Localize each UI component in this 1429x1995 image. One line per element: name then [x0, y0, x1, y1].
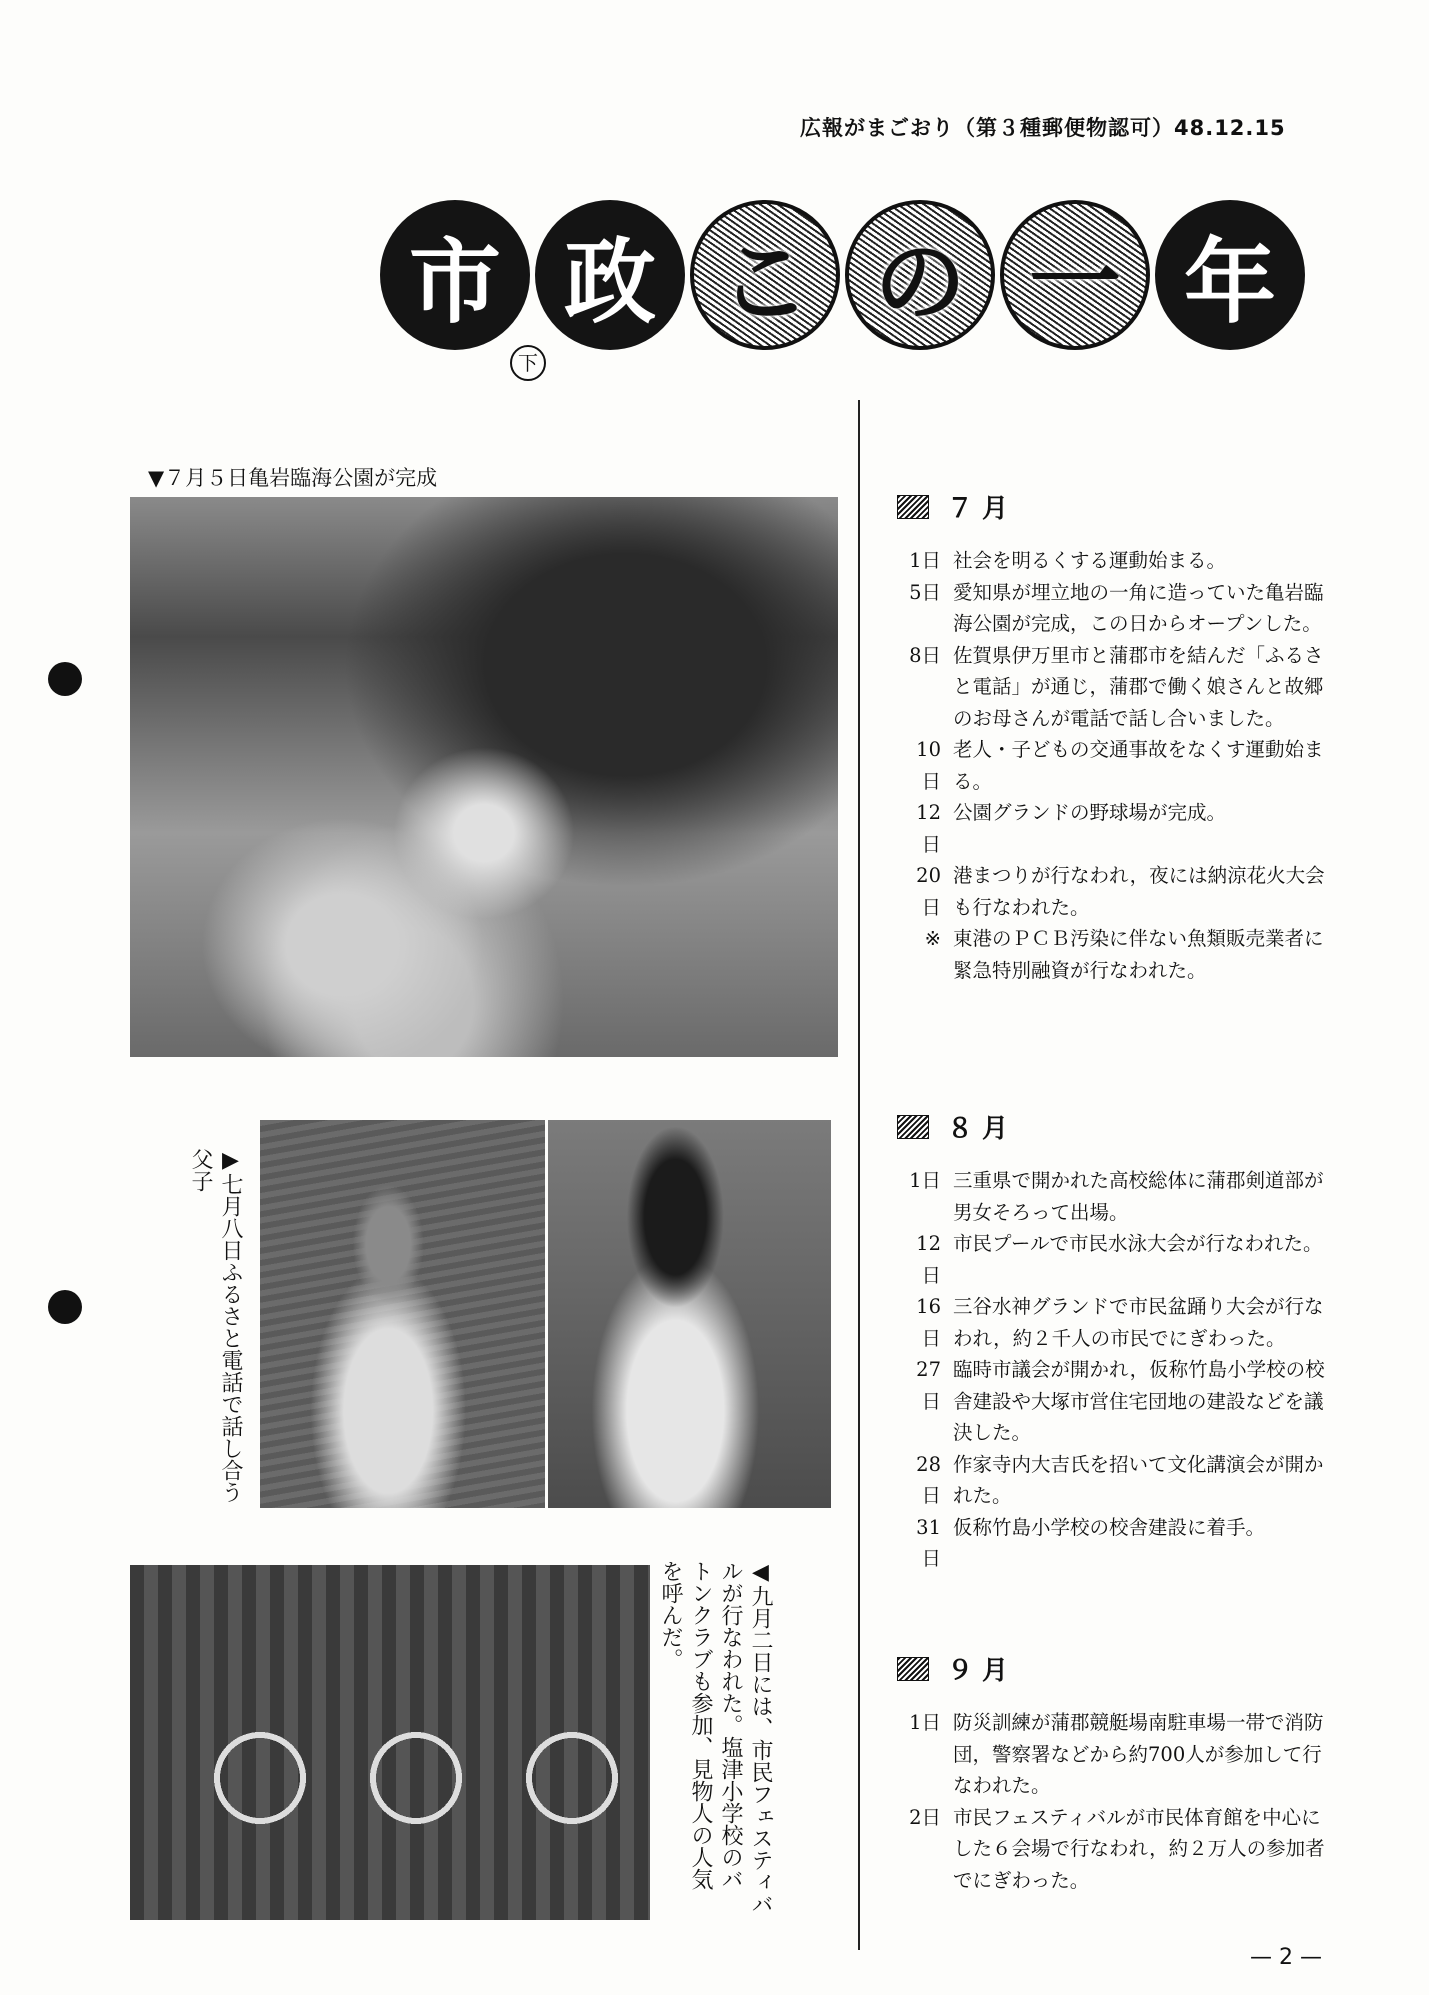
event-item: 28日 作家寺内大吉氏を招いて文化講演会が開かれた。	[916, 1452, 1324, 1507]
title-banner	[380, 200, 1330, 350]
event-item: 27日 臨時市議会が開かれ，仮称竹島小学校の校舎建設や大塚市営住宅団地の建設などを議決した。	[916, 1358, 1325, 1444]
festival-photo	[130, 1565, 650, 1920]
title-char-2: 政	[535, 200, 685, 350]
month-heading-august	[897, 1108, 1008, 1145]
july-events	[897, 545, 1337, 986]
punch-hole-top	[48, 662, 82, 696]
title-char-5: 一	[1000, 200, 1150, 350]
august-events	[897, 1165, 1337, 1575]
title-char-6: 年	[1155, 200, 1305, 350]
title-char-4: の	[845, 200, 995, 350]
month-heading-july	[897, 488, 1008, 525]
event-item: 1日 防災訓練が蒲郡競艇場南駐車場一帯で消防団，警察署などから約700人が参加して行なわれた。	[909, 1711, 1324, 1797]
event-item: 12日 公園グランドの野球場が完成。	[916, 801, 1227, 856]
park-photo-caption: ▼７月５日亀岩臨海公園が完成	[148, 466, 438, 490]
title-char-1: 市	[380, 200, 530, 350]
father-phone-photo	[260, 1120, 545, 1508]
hatched-marker-icon	[897, 1115, 929, 1139]
page-number: — 2 —	[1250, 1945, 1322, 1970]
september-events	[897, 1707, 1337, 1896]
event-item: 10日 老人・子どもの交通事故をなくす運動始まる。	[916, 738, 1324, 793]
event-item: 16日 三谷水神グランドで市民盆踊り大会が行なわれ，約２千人の市民でにぎわった。	[916, 1295, 1324, 1350]
phone-photo-caption: ▶七月八日ふるさと電話で話し合う 父子	[188, 1148, 243, 1503]
hatched-marker-icon	[897, 495, 929, 519]
month-label: ７ 月	[947, 494, 1009, 524]
park-completion-photo	[130, 497, 838, 1057]
daughter-phone-photo	[548, 1120, 831, 1508]
event-item: ※ 東港のＰＣＢ汚染に伴ない魚類販売業者に緊急特別融資が行なわれた。	[924, 927, 1324, 982]
event-item: 1日 社会を明るくする運動始まる。	[909, 549, 1227, 572]
event-item: 20日 港まつりが行なわれ，夜には納涼花火大会も行なわれた。	[916, 864, 1325, 919]
publication-header: 広報がまごおり（第３種郵便物認可）48.12.15	[800, 116, 1286, 140]
event-item: 12日 市民プールで市民水泳大会が行なわれた。	[916, 1232, 1323, 1287]
title-char-3: こ	[690, 200, 840, 350]
event-item: 8日 佐賀県伊万里市と蒲郡市を結んだ「ふるさと電話」が通じ，蒲郡で働く娘さんと故郷のお母さんが電話で話し合いました。	[909, 643, 1324, 730]
event-item: 31日 仮称竹島小学校の校舎建設に着手。	[916, 1515, 1266, 1570]
event-item: 5日 愛知県が埋立地の一角に造っていた亀岩臨海公園が完成，この日からオープンした。	[909, 580, 1324, 635]
event-item: 1日 三重県で開かれた高校総体に蒲郡剣道部が男女そろって出場。	[909, 1169, 1324, 1224]
event-item: 2日 市民フェスティバルが市民体育館を中心にした６会場で行なわれ，約２万人の参加者でにぎわった。	[909, 1805, 1325, 1892]
month-heading-september	[897, 1650, 1008, 1687]
month-label: ９ 月	[947, 1656, 1009, 1686]
hatched-marker-icon	[897, 1657, 929, 1681]
punch-hole-bottom	[48, 1290, 82, 1324]
column-divider	[858, 400, 860, 1950]
part-marker: 下	[510, 345, 546, 381]
month-label: ８ 月	[947, 1114, 1009, 1144]
festival-photo-caption: ◀九月二日には、市民フェスティバ ルが行なわれた。塩津小学校のバ トンクラブも参加、見物人の人気 を呼んだ。	[658, 1560, 773, 1915]
